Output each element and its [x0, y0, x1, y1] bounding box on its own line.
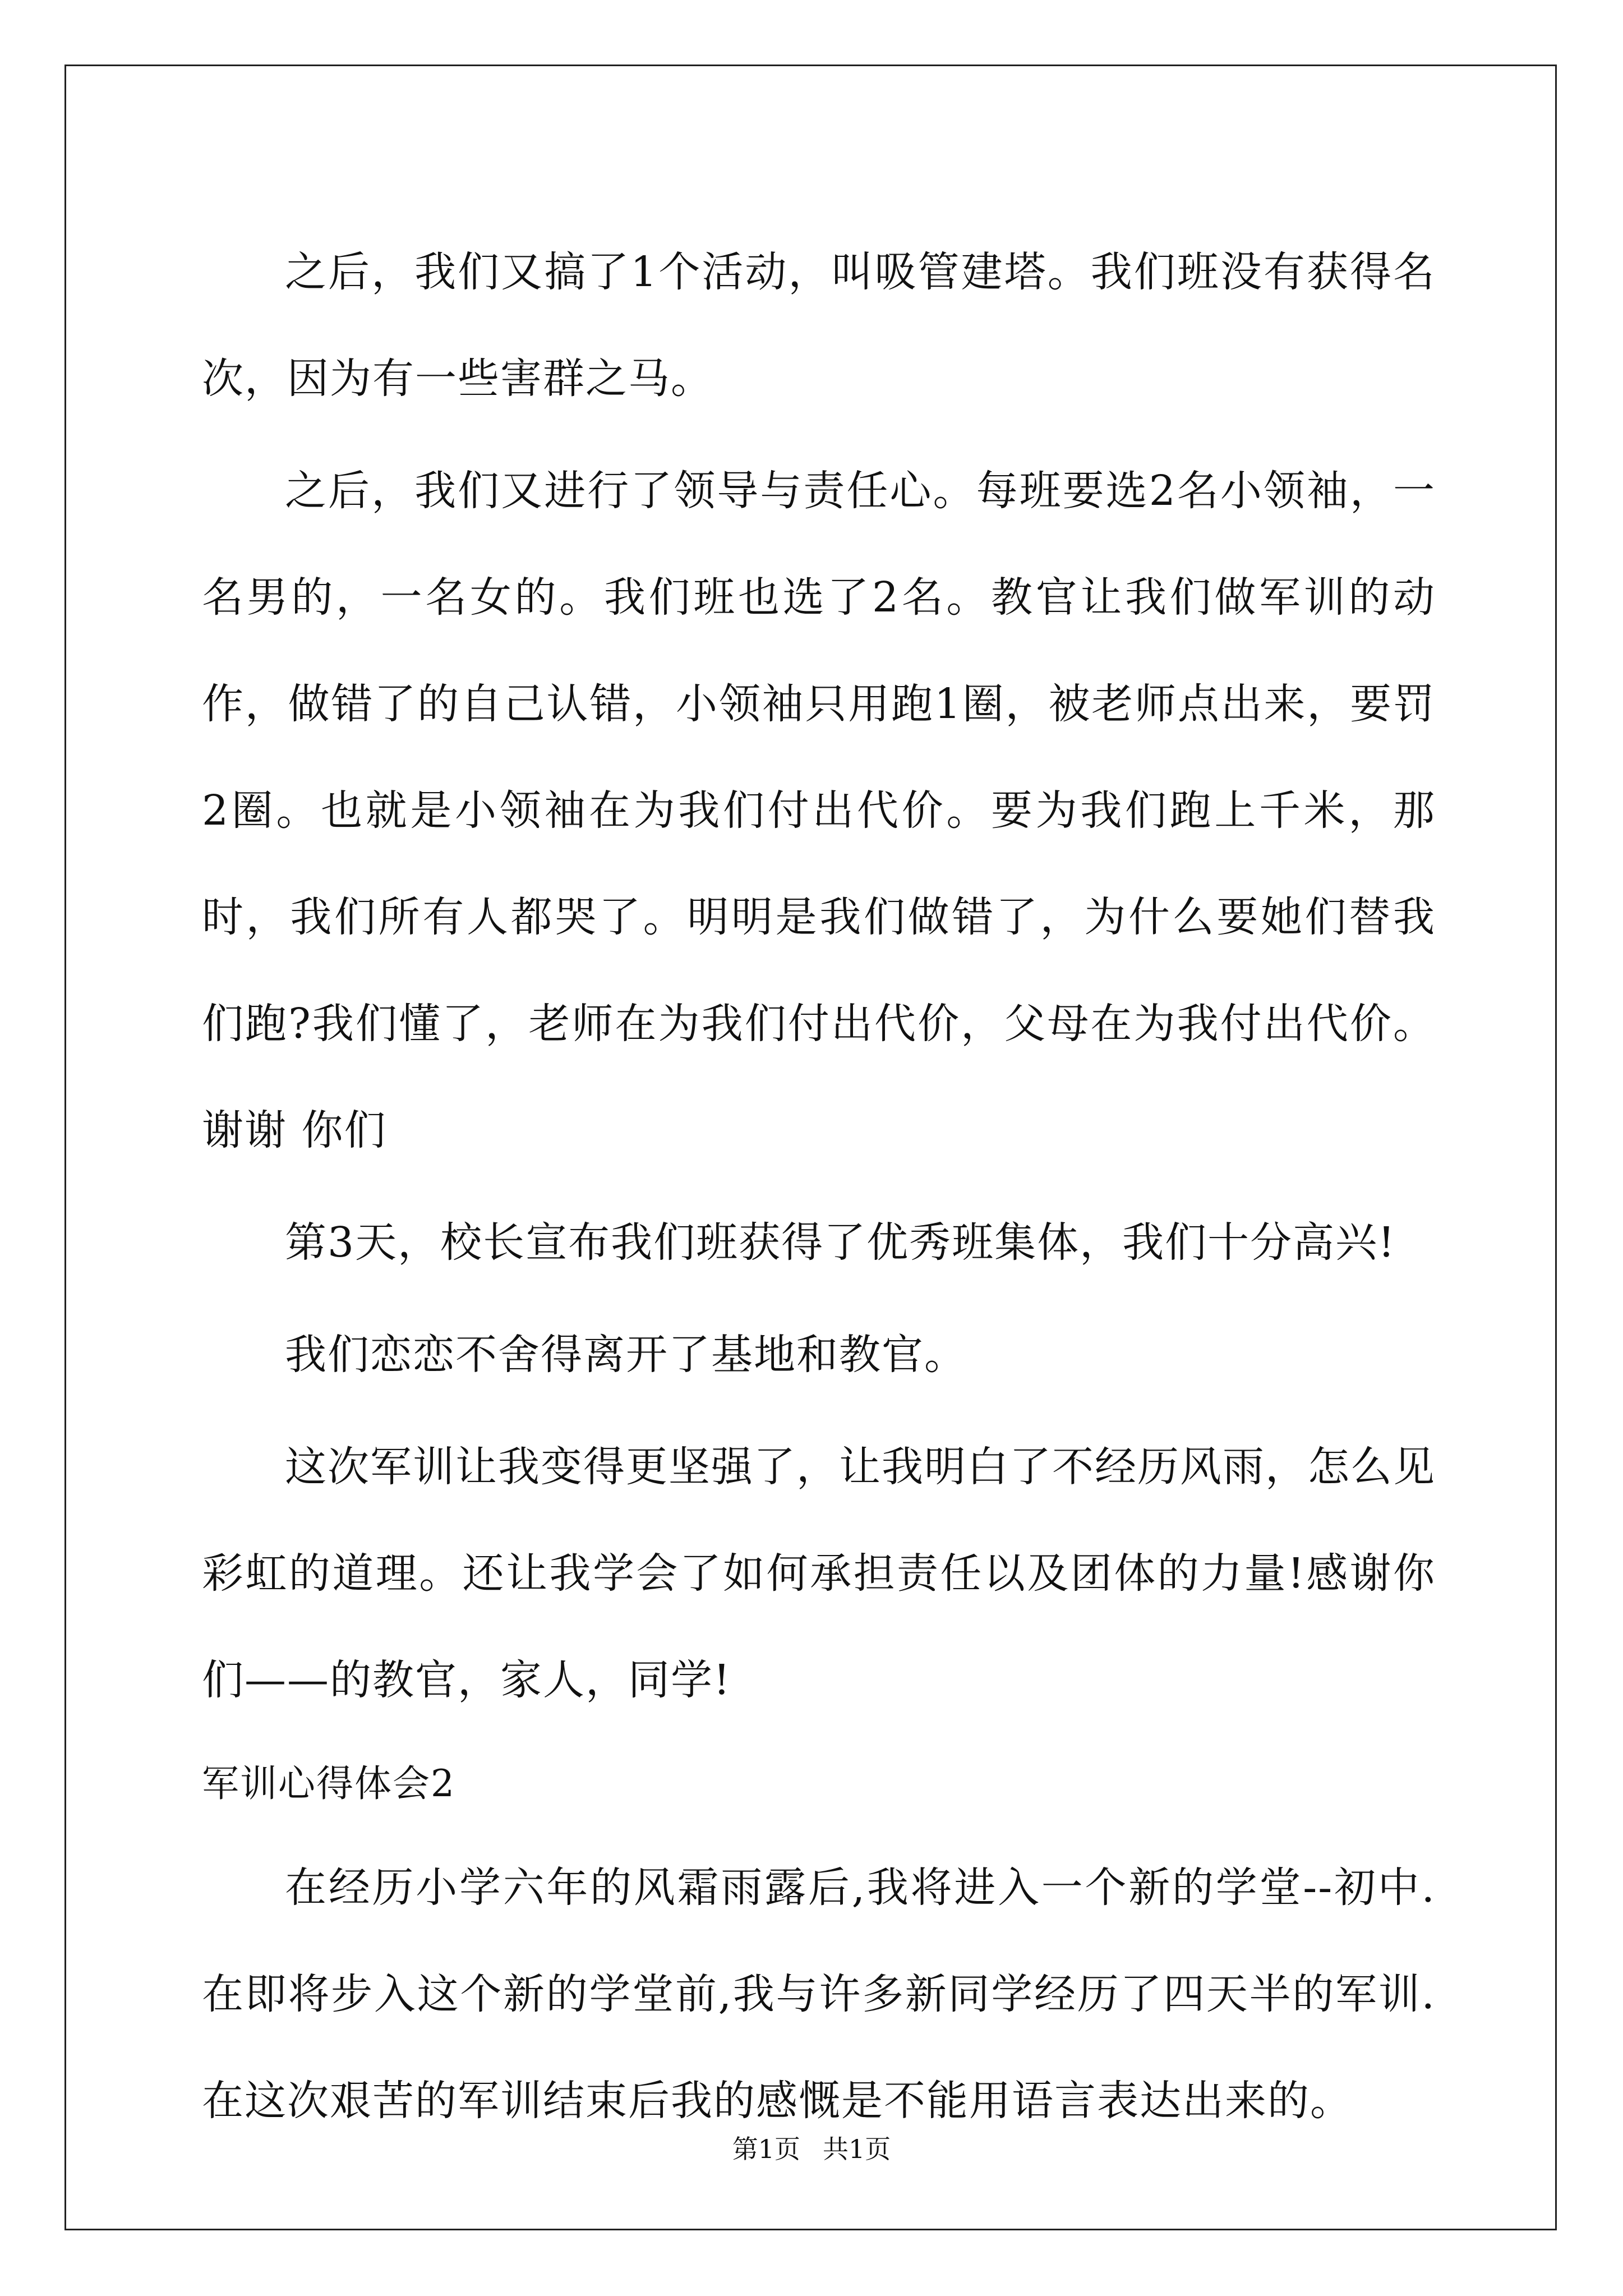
document-body [202, 219, 1436, 2154]
page-number: 第1页 [732, 2134, 800, 2164]
paragraph: 之后，我们又进行了领导与责任心。每班要选2名小领袖，一名男的，一名女的。我们班也选了2名。教官让我们做军训的动作，做错了的自己认错，小领袖只用跑1圈，被老师点出来，要罚2圈。也就是小领袖在为我们付出代价。要为我们跑上千米，那时，我们所有人都哭了。明明是我们做错了，为什么要她们替我们跑?我们懂了，老师在为我们付出代价，父母在为我付出代价。谢谢 你们 [202, 467, 1436, 1154]
paragraph: 我们恋恋不舍得离开了基地和教官。 [285, 1331, 967, 1379]
paragraph: 之后，我们又搞了1个活动，叫吸管建塔。我们班没有获得名次，因为有一些害群之马。 [202, 248, 1436, 403]
paragraph: 第3天，校长宣布我们班获得了优秀班集体，我们十分高兴! [285, 1218, 1396, 1267]
page-total: 共1页 [823, 2134, 891, 2164]
paragraph: 在经历小学六年的风霜雨露后,我将进入一个新的学堂--初中.在即将步入这个新的学堂前,我与许多新同学经历了四天半的军训.在这次艰苦的军训结束后我的感慨是不能用语言表达出来的。 [202, 1864, 1436, 2125]
section-heading: 军训心得体会2 [202, 1762, 455, 1805]
page-footer [0, 2129, 1623, 2166]
paragraph: 这次军训让我变得更坚强了，让我明白了不经历风雨，怎么见彩虹的道理。还让我学会了如何承担责任以及团体的力量!感谢你们——的教官，家人，同学! [202, 1443, 1436, 1704]
